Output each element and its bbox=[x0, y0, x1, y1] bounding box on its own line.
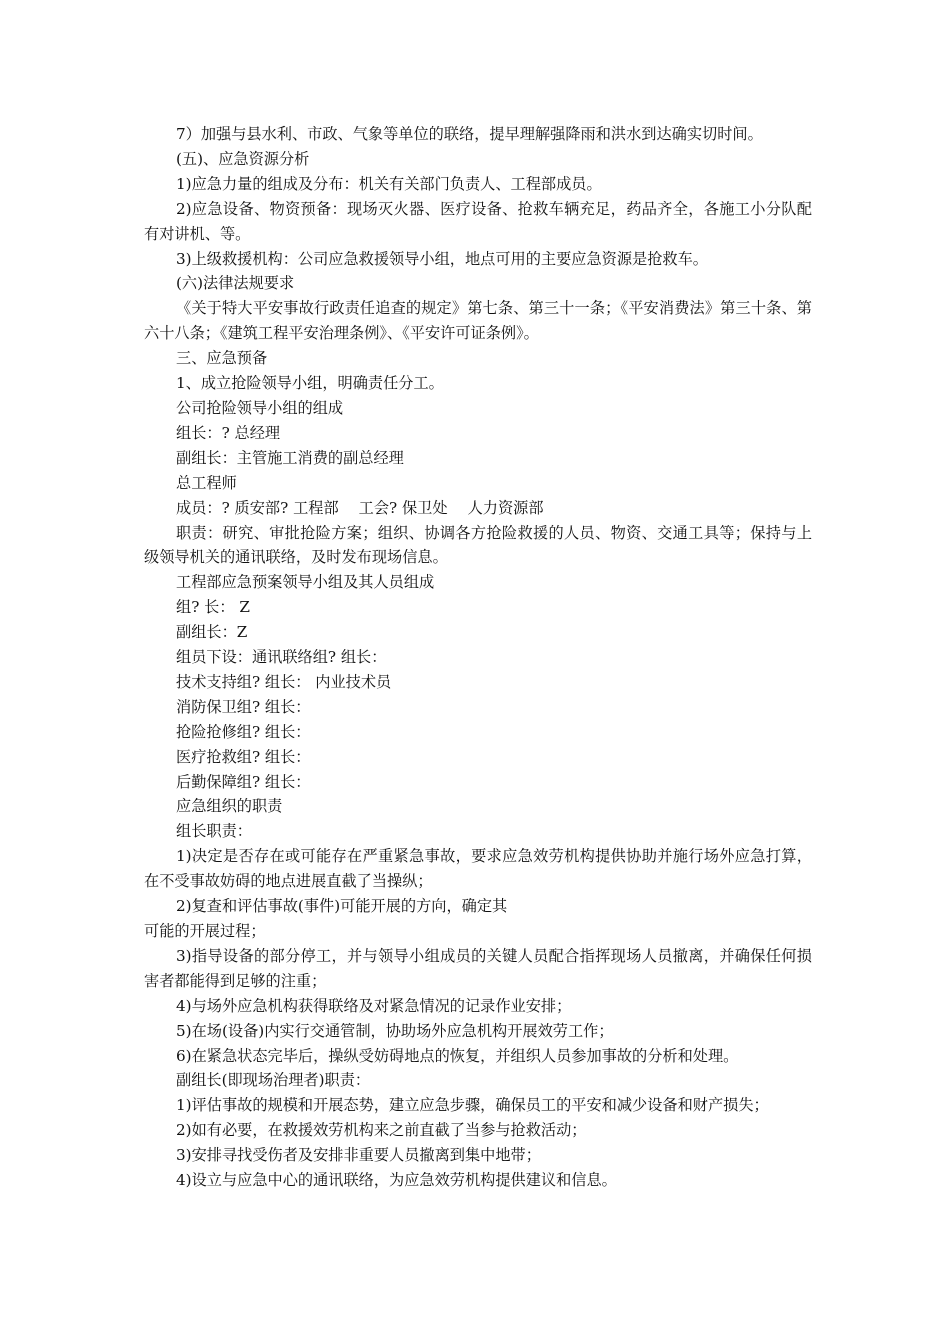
paragraph-34: 副组长(即现场治理者)职责： bbox=[176, 1071, 371, 1090]
paragraph-4: 2)应急设备、物资预备：现场灭火器、医疗设备、抢救车辆充足，药品齐全，各施工小分队配有对讲机、等。 bbox=[144, 199, 812, 243]
paragraph-19: 组员下设：通讯联络组? 组长： bbox=[176, 648, 387, 667]
paragraph-23: 医疗抢救组? 组长： bbox=[176, 747, 311, 766]
paragraph-5: 3)上级救援机构：公司应急救援领导小组，地点可用的主要应急资源是抢救车。 bbox=[176, 249, 708, 268]
paragraph-2: (五)、应急资源分析 bbox=[176, 149, 310, 168]
document-body bbox=[144, 122, 812, 1193]
paragraph-26: 组长职责： bbox=[176, 822, 252, 841]
paragraph-27: 1)决定是否存在或可能存在严重紧急事故，要求应急效劳机构提供协助并施行场外应急打算，在不受事故妨碍的地点进展直截了当操纵； bbox=[144, 847, 812, 891]
paragraph-30: 3)指导设备的部分停工，并与领导小组成员的关键人员配合指挥现场人员撤离，并确保任何损害者都能得到足够的注重； bbox=[144, 946, 812, 990]
paragraph-21: 消防保卫组? 组长： bbox=[176, 697, 311, 716]
paragraph-28: 2)复查和评估事故(事件)可能开展的方向，确定其 bbox=[176, 897, 508, 916]
paragraph-13: 总工程师 bbox=[176, 473, 237, 492]
paragraph-10: 公司抢险领导小组的组成 bbox=[176, 398, 344, 417]
paragraph-36: 2)如有必要，在救援效劳机构来之前直截了当参与抢救活动； bbox=[176, 1121, 587, 1140]
paragraph-11: 组长：? 总经理 bbox=[176, 423, 281, 442]
paragraph-3: 1)应急力量的组成及分布：机关有关部门负责人、工程部成员。 bbox=[176, 174, 602, 193]
paragraph-35: 1)评估事故的规模和开展态势，建立应急步骤，确保员工的平安和减少设备和财产损失； bbox=[176, 1096, 769, 1115]
paragraph-37: 3)安排寻找受伤者及安排非重要人员撤离到集中地带； bbox=[176, 1146, 541, 1165]
paragraph-15: 职责：研究、审批抢险方案；组织、协调各方抢险救援的人员、物资、交通工具等；保持与上级领导机关的通讯联络，及时发布现场信息。 bbox=[144, 523, 812, 567]
paragraph-14: 成员：? 质安部? 工程部 工会? 保卫处 人力资源部 bbox=[176, 498, 544, 517]
paragraph-29: 可能的开展过程； bbox=[144, 922, 266, 940]
paragraph-6: (六)法律法规要求 bbox=[176, 274, 295, 293]
paragraph-8: 三、应急预备 bbox=[176, 349, 268, 368]
paragraph-17: 组? 长： Z bbox=[176, 598, 250, 617]
paragraph-38: 4)设立与应急中心的通讯联络，为应急效劳机构提供建议和信息。 bbox=[176, 1171, 617, 1190]
paragraph-9: 1、成立抢险领导小组，明确责任分工。 bbox=[176, 374, 444, 393]
paragraph-24: 后勤保障组? 组长： bbox=[176, 772, 311, 791]
paragraph-1: 7）加强与县水利、市政、气象等单位的联络，提早理解强降雨和洪水到达确实切时间。 bbox=[176, 125, 763, 143]
paragraph-20: 技术支持组? 组长： 内业技术员 bbox=[176, 672, 392, 691]
paragraph-33: 6)在紧急状态完毕后，操纵受妨碍地点的恢复，并组织人员参加事故的分析和处理。 bbox=[176, 1046, 739, 1065]
paragraph-18: 副组长：Z bbox=[176, 623, 248, 642]
paragraph-32: 5)在场(设备)内实行交通管制，协助场外应急机构开展效劳工作； bbox=[176, 1021, 614, 1040]
paragraph-7: 《关于特大平安事故行政责任追查的规定》第七条、第三十一条；《平安消费法》第三十条、第六十八条；《建筑工程平安治理条例》、《平安许可证条例》。 bbox=[144, 299, 812, 343]
paragraph-25: 应急组织的职责 bbox=[176, 797, 283, 816]
paragraph-22: 抢险抢修组? 组长： bbox=[176, 722, 311, 741]
paragraph-31: 4)与场外应急机构获得联络及对紧急情况的记录作业安排； bbox=[176, 996, 572, 1015]
paragraph-16: 工程部应急预案领导小组及其人员组成 bbox=[176, 573, 435, 592]
paragraph-12: 副组长：主管施工消费的副总经理 bbox=[176, 448, 404, 467]
